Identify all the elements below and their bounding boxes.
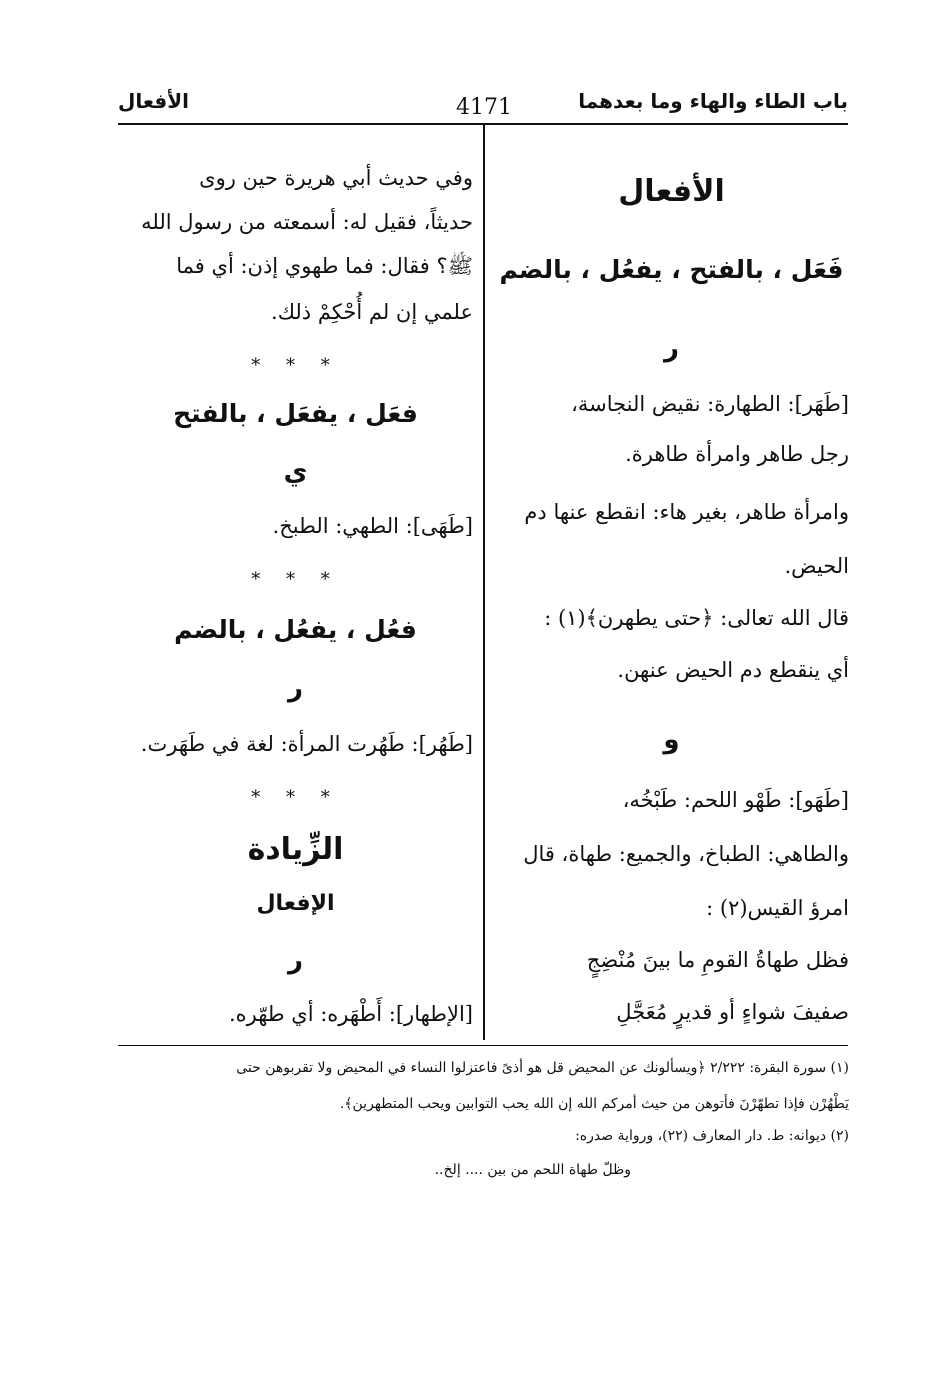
root-letter: ي (283, 457, 308, 487)
subsection-heading: الزِّيادة (247, 832, 344, 867)
entry-text: وفي حديث أبي هريرة حين روى (199, 166, 473, 190)
column-divider (483, 125, 485, 1040)
footnote: (١) سورة البقرة: ٢/٢٢٢ ﴿ويسألونك عن المحيض قل هو أذىً فاعتزلوا النساء في المحيض ولا تقربوهن حتى (236, 1060, 849, 1076)
entry-text: [طَهَو]: طَهْو اللحم: طَبْخُه، (622, 788, 849, 812)
entry-text: حديثاً، فقيل له: أسمعته من رسول الله (141, 210, 473, 234)
section-separator: * * * (251, 787, 340, 808)
entry-text: [طَهُر]: طَهُرت المرأة: لغة في طَهَرت. (140, 732, 473, 756)
root-letter: و (663, 725, 680, 755)
footnote: يَطْهُرْن فإذا تطهّرْنَ فأتوهن من حيث أمركم الله إن الله يحب التوابين ويحب المتطهرين﴾. (339, 1096, 849, 1112)
page-header (118, 85, 848, 121)
root-letter: ر (288, 945, 303, 975)
subsection-heading: الإفعال (256, 891, 335, 916)
entry-text: رجل طاهر وامرأة طاهرة. (625, 442, 849, 466)
entry-text: امرؤ القيس(٢) : (706, 896, 849, 920)
entry-text: ﷺ؟ فقال: فما طهوي إذن: أي فما (176, 254, 473, 278)
entry-text: الحيض. (784, 554, 849, 578)
page-number: 4171 (456, 95, 512, 120)
chapter-title: باب الطاء والهاء وما بعدهما (578, 89, 848, 113)
entry-text: [الإطهار]: أَطْهَره: أي طهّره. (228, 1002, 473, 1026)
entry-text: أي ينقطع دم الحيض عنهن. (617, 658, 849, 682)
footnote-verse: وظلّ طهاة اللحم من بين .... إلخ.. (434, 1162, 631, 1178)
entry-text: والطاهي: الطباخ، والجميع: طهاة، قال (523, 842, 849, 866)
entry-text: علمي إن لم أُحْكِمْ ذلك. (271, 300, 473, 324)
verb-pattern: فعَل ، يفعَل ، بالفتح (173, 399, 418, 428)
entry-text: [طَهَى]: الطهي: الطبخ. (272, 514, 473, 538)
section-title: الأفعال (118, 89, 189, 113)
root-letter: ر (664, 333, 679, 363)
root-letter: ر (288, 673, 303, 703)
section-separator: * * * (251, 569, 340, 590)
verb-pattern: فَعَل ، بالفتح ، يفعُل ، بالضم (499, 255, 844, 284)
footnote-rule (118, 1045, 848, 1046)
entry-text: قال الله تعالى: ﴿حتى يطهرن﴾(١) : (544, 606, 849, 630)
entry-text: [طَهَر]: الطهارة: نقيض النجاسة، (571, 392, 849, 416)
section-separator: * * * (251, 355, 340, 376)
column-heading: الأفعال (618, 174, 725, 209)
entry-text: وامرأة طاهر، بغير هاء: انقطع عنها دم (524, 500, 849, 524)
verb-pattern: فعُل ، يفعُل ، بالضم (174, 615, 417, 644)
footnote: (٢) ديوانه: ط. دار المعارف (٢٢)، ورواية صدره: (575, 1128, 849, 1144)
verse-line: صفيفَ شواءٍ أو قديرٍ مُعَجَّلِ (616, 1000, 849, 1024)
verse-line: فظل طهاةُ القومِ ما بينَ مُنْضِجٍ (586, 948, 849, 972)
